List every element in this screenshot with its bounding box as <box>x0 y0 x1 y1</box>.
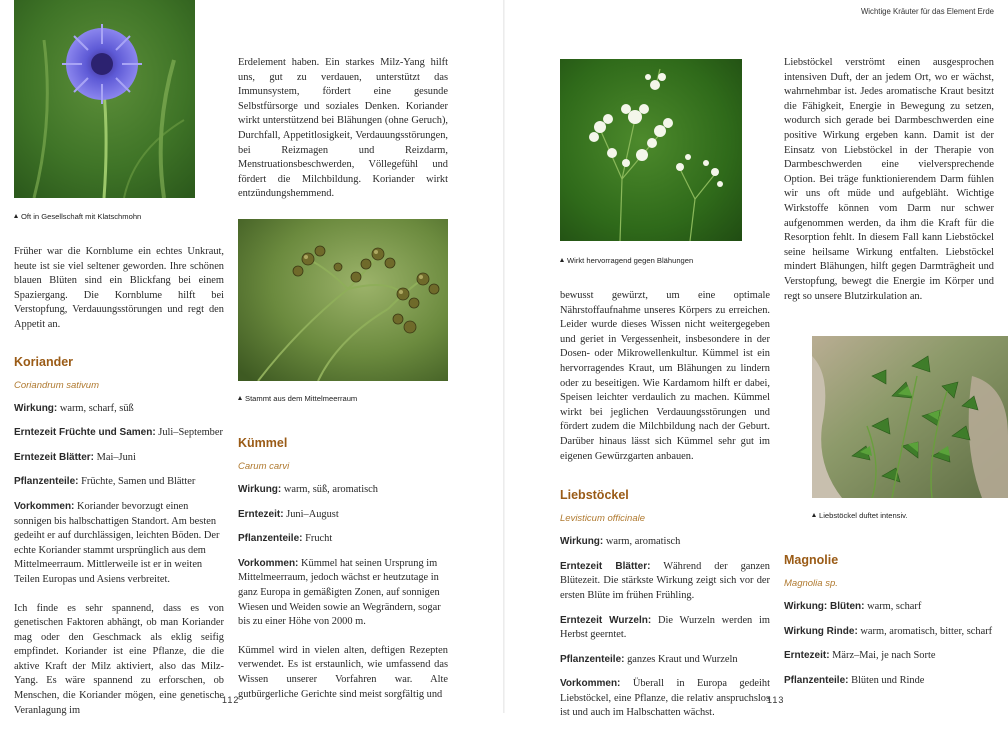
herb-latin-koriander: Coriandrum sativum <box>14 379 99 391</box>
cornflower-photo <box>14 0 195 198</box>
herb-title-kuemmel: Kümmel <box>238 436 288 450</box>
kuemmel-properties: Wirkung: warm, süß, aromatisch Erntezeit: Juni–August Pflanzenteile: Frucht Vorkommen: Kümmel hat seinen Ursprung im Mittelmeerraum, jedoch wächst er heutzutage in ganz Europa in gemäßigten Zonen, auf sonnigen Wiesen und Weiden sowie an Wegrändern, sogar bis zu einer Höhe von 2000 m. <box>238 484 441 628</box>
lovage-caption: Liebstöckel duftet intensiv. <box>812 511 908 520</box>
column-4 <box>784 56 994 314</box>
coriander-photo <box>238 219 448 381</box>
cornflower-caption: Oft in Gesellschaft mit Klatschmohn <box>14 212 141 221</box>
koriander-properties: Wirkung: warm, scharf, süß Erntezeit Früchte und Samen: Juli–September Erntezeit Blätter: Mai–Juni Pflanzenteile: Früchte, Samen und Blätter Vorkommen: Koriander bevorzugt einen sonnigen bis halbschattigen Standort. Am besten gedeiht er auf durchlässigen, leichten Böden. Der echte Koriander stammt ursprünglich aus dem Mittelmeerraum. Mittlerweile ist er in weiten Teilen Europas und Asiens verbreitet. <box>14 402 223 585</box>
running-header: Wichtige Kräuter für das Element Erde <box>860 7 994 16</box>
herb-title-koriander: Koriander <box>14 354 74 369</box>
kuemmel-paragraph-cont: bewusst gewürzt, um eine optimale Nährstoffaufnahme unseres Körpers zu erreichen. Leider wurde dieses Wissen nicht weitergegeben und geriet in Vergessenheit, insbesondere in der Dosen- oder Mikrowellenkultur. Kümmel ist ein hervorragendes Kraut, um Blähungen zu lindern oder zu beseitigen. Wie Kardamom hilft er dabei, Speisen leichter verdaulich zu machen. Kümmel wirkt bei jeglichen Verdauungsstörungen und fördert zudem die Milchbildung nach der Geburt. Darüber hinaus lässt sich Kümmel sehr gut im eigenen Gewürzgarten anbauen. <box>560 290 770 462</box>
page-number-left: 112 <box>222 695 240 705</box>
herb-title-liebstoeckel: Liebstöckel <box>560 488 629 503</box>
koriander-paragraph-cont: Erdelement haben. Ein starkes Milz-Yang hilft uns, gut zu verdauen, unterstützt das Immunsystem, fördert eine gesunde Selbstfürsorge und soziales Denken. Koriander wirkt unterstützend bei Blähungen (ohne Geruch), Durchfall, Appetitlosigkeit, Verdauungsstörungen, bei Reizmagen und Reizdarm, Menstruationsbeschwerden, Völlegefühl und fördert die Milchbildung. Koriander wirkt entzündungshemmend. <box>238 57 448 200</box>
triangle-icon <box>14 214 18 218</box>
triangle-icon <box>812 513 816 517</box>
cornflower-text: Früher war die Kornblume ein echtes Unkraut, heute ist sie viel seltener geworden. Ihre schönen blauen Blüten sind ein Blickfang bei einem Spaziergang. Die Kornblume hilft bei Verstopfung, Verdauungsstörungen und regt den Appetit an. <box>14 246 224 330</box>
page-gutter <box>503 0 505 713</box>
column-2-lower <box>238 436 448 712</box>
lovage-photo <box>812 336 1008 498</box>
column-2 <box>238 56 448 212</box>
triangle-icon <box>238 396 242 400</box>
liebstoeckel-paragraph: Liebstöckel verströmt einen ausgesprochen intensiven Duft, der an jedem Ort, wo er wächst, wahrnehmbar ist. Jedes aromatische Kraut besitzt die Fähigkeit, Energie in Bewegung zu setzen, wodurch sich gerade bei Darmbeschwerden eine positive Wirkung ergeben kann. Damit ist der Einsatz von Liebstöckel in der Therapie von Darmbeschwerden eine vielversprechende Option. Bei träge funktionierendem Darm fühlen wir uns oft müde und aufgebläht. Wichtige Wirkstoffe können vom Darm nur schwer aufgenommen werden, da ihm die Kraft für die Resorption fehlt. In diesem Fall kann Liebstöckel seine heilsame Wirkung entfalten. Liebstöckel mindert Blähungen, hilft gegen Darmträgheit und Verstopfung, bewegt die Energie im Körper und regt so unsere Blutzirkulation an. <box>784 57 994 302</box>
herb-latin-liebstoeckel: Levisticum officinale <box>560 513 646 525</box>
koriander-paragraph: Ich finde es sehr spannend, dass es von genetischen Faktoren abhängt, ob man Koriander mag oder den Geschmack als eklig seifig empfindet. Koriander ist eine Pflanze, die die aktive Kraft der Milz aktiviert, also das Milz-Yang. Es wäre spannend zu erforschen, ob Menschen, die Koriander mögen, eine genetische Veranlagung im <box>14 602 224 716</box>
coriander-caption: Stammt aus dem Mittelmeerraum <box>238 394 357 403</box>
column-1 <box>14 245 224 728</box>
kuemmel-paragraph: Kümmel wird in vielen alten, deftigen Rezepten verwendet. Es ist erstaunlich, wie umfassend das Wissen unserer Vorfahren war. Alte gutbürgerliche Gerichte sind meist sorgfältig und <box>238 644 448 700</box>
herb-latin-kuemmel: Carum carvi <box>238 461 290 472</box>
column-4-lower <box>784 553 994 702</box>
caraway-caption: Wirkt hervorragend gegen Blähungen <box>560 256 693 265</box>
page-number-right: 113 <box>767 695 785 705</box>
column-3 <box>560 289 770 735</box>
magnolie-properties: Wirkung: Blüten: warm, scharf Wirkung Rinde: warm, aromatisch, bitter, scharf Erntezeit: März–Mai, je nach Sorte Pflanzenteile: Blüten und Rinde <box>784 601 993 686</box>
triangle-icon <box>560 258 564 262</box>
caraway-photo <box>560 59 742 241</box>
herb-title-magnolie: Magnolie <box>784 553 839 567</box>
liebstoeckel-properties: Wirkung: warm, aromatisch Erntezeit Blätter: Während der ganzen Blütezeit. Die stärkste Wirkung zeigt sich vor der ersten Blüte im frühen Frühling. Erntezeit Wurzeln: Die Wurzeln werden im Herbst geerntet. Pflanzenteile: ganzes Kraut und Wurzeln Vorkommen: Überall in Europa gedeiht Liebstöckel, eine Pflanze, die relativ anspruchslos ist und auch im Halbschatten wächst. <box>560 536 770 719</box>
herb-latin-magnolie: Magnolia sp. <box>784 578 838 589</box>
